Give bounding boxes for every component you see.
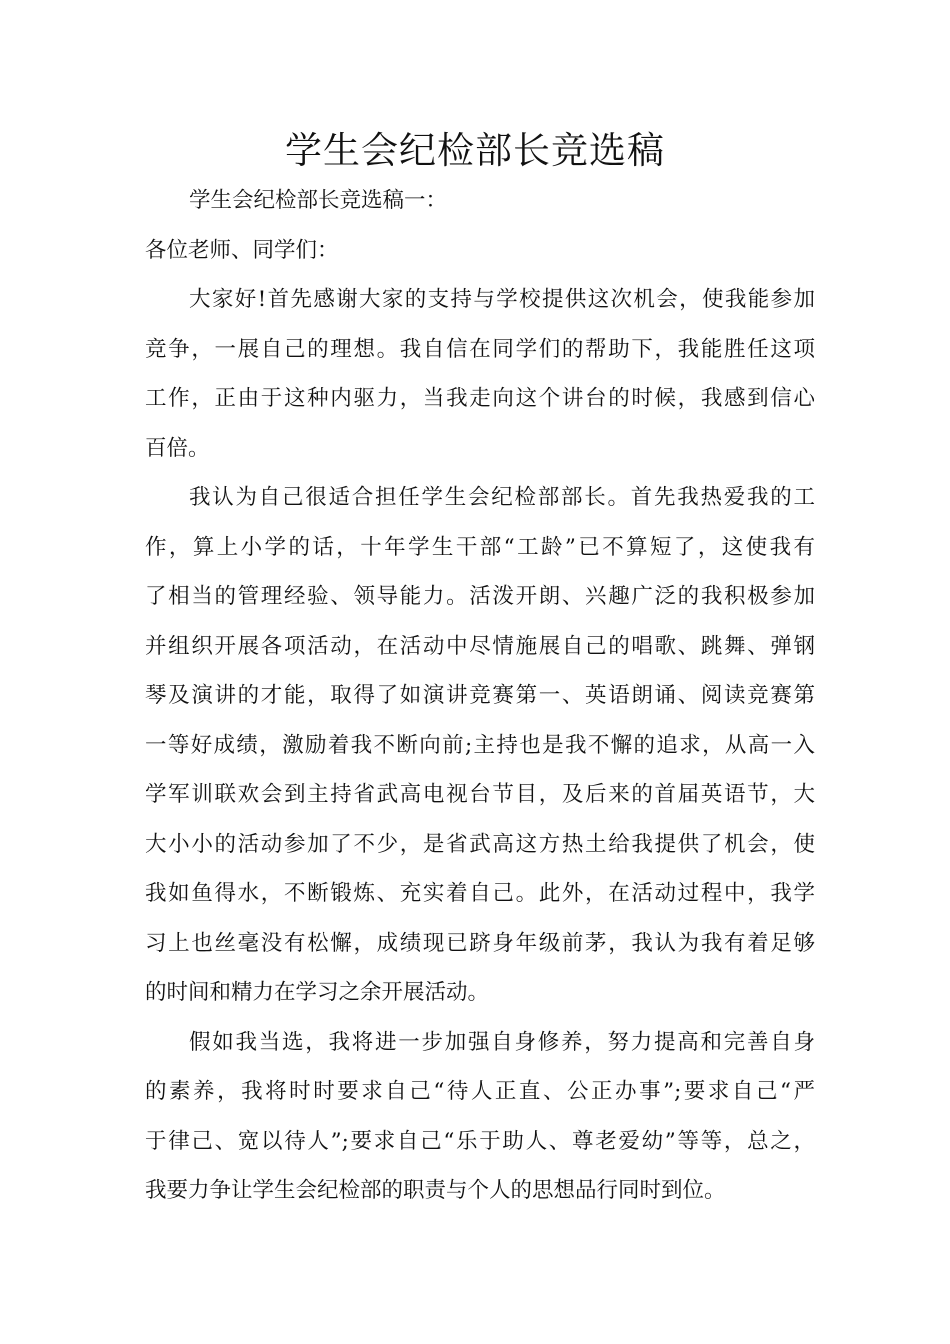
document-title: 学生会纪检部长竞选稿 (285, 129, 665, 172)
paragraph-line: 百倍。 (145, 435, 210, 461)
paragraph-line: 竞争，一展自己的理想。我自信在同学们的帮助下，我能胜任这项 (145, 336, 815, 362)
paragraph-line: 学军训联欢会到主持省武高电视台节目，及后来的首届英语节，大 (145, 782, 815, 807)
paragraph-line: 我认为自己很适合担任学生会纪检部部长。首先我热爱我的工 (189, 485, 815, 510)
paragraph-line: 习上也丝毫没有松懈，成绩现已跻身年级前茅，我认为我有着足够 (145, 930, 815, 956)
paragraph-line: 的素养，我将时时要求自己“待人正直、公正办事”;要求自己“严 (145, 1079, 815, 1104)
paragraph-line: 我要力争让学生会纪检部的职责与个人的思想品行同时到位。 (145, 1178, 726, 1203)
paragraph-line: 一等好成绩，激励着我不断向前;主持也是我不懈的追求，从高一入 (145, 732, 815, 758)
paragraph-line: 大小小的活动参加了不少，是省武高这方热土给我提供了机会，使 (145, 831, 815, 857)
document-body (145, 176, 815, 1216)
paragraph-3 (145, 1018, 815, 1216)
salutation-line: 各位老师、同学们： (145, 237, 339, 263)
paragraph-line: 工作，正由于这种内驱力，当我走向这个讲台的时候，我感到信心 (145, 386, 815, 411)
subtitle-line: 学生会纪检部长竞选稿一： (189, 188, 448, 213)
paragraph-line: 于律己、宽以待人”;要求自己“乐于助人、尊老爱幼”等等，总之， (145, 1128, 815, 1154)
paragraph-line: 我如鱼得水，不断锻炼、充实着自己。此外，在活动过程中，我学 (145, 881, 815, 906)
paragraph-line: 作，算上小学的话，十年学生干部“工龄”已不算短了，这使我有 (145, 534, 815, 560)
paragraph-line: 大家好!首先感谢大家的支持与学校提供这次机会，使我能参加 (189, 287, 815, 312)
paragraph-line: 琴及演讲的才能，取得了如演讲竞赛第一、英语朗诵、阅读竞赛第 (145, 683, 815, 708)
paragraph-2 (145, 473, 815, 1018)
paragraph-line: 的时间和精力在学习之余开展活动。 (145, 980, 490, 1005)
paragraph-line: 并组织开展各项活动，在活动中尽情施展自己的唱歌、跳舞、弹钢 (145, 633, 815, 659)
paragraph-1 (145, 275, 815, 473)
paragraph-line: 假如我当选，我将进一步加强自身修养，努力提高和完善自身 (189, 1029, 815, 1055)
paragraph-line: 了相当的管理经验、领导能力。活泼开朗、兴趣广泛的我积极参加 (145, 584, 815, 609)
